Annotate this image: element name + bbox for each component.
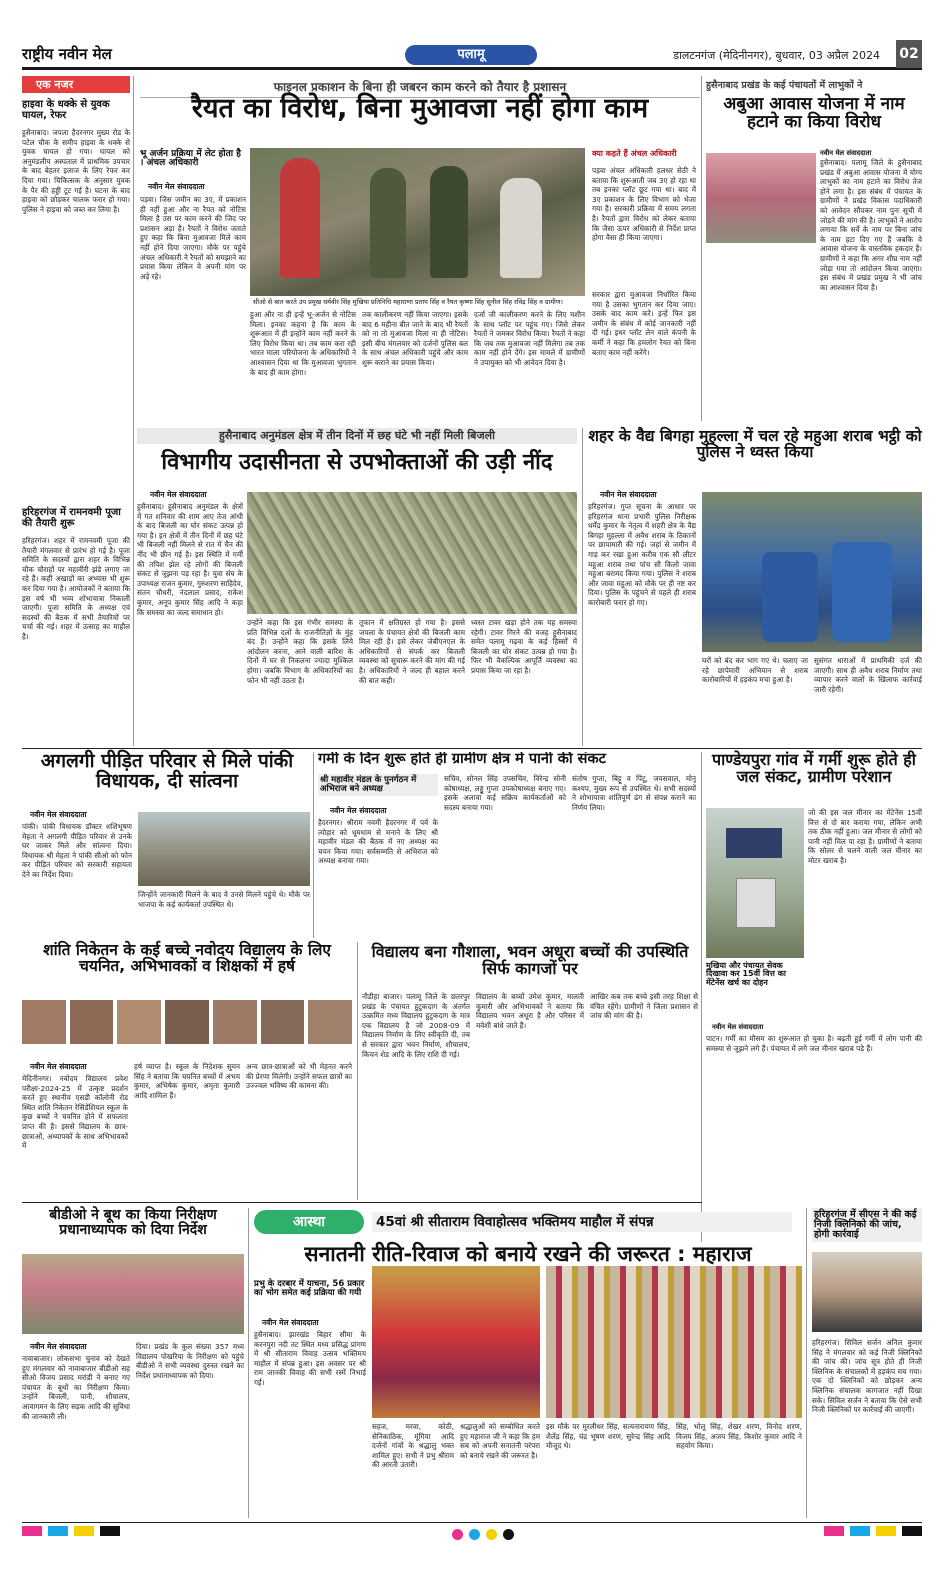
column-divider xyxy=(701,76,702,421)
color-swatch xyxy=(22,1526,42,1536)
power-body-3: तूफान में क्षतिग्रस्त हो गया है। इससे जपला के पंचायत क्षेत्रों की बिजली काम मिल रही है। इसे लेकर जेबीएनएल के अधिकारियों से संपर्क कर बिजली व्यवस्था को सुचारू करने की मांग की गई है। अधिकारियों ने जल्द ही बहाल करने की बात कही। xyxy=(359,618,465,685)
drum-shape xyxy=(762,552,818,642)
navodaya-body-3: अन्य छात्र-छात्राओं को भी मेहनत करने की प्रेरणा मिलेगी। उन्होंने सफल छात्रों का उज्ज्वल भविष्य की कामना की। xyxy=(246,1062,352,1091)
abua-body: हुसैनाबाद। पलामू जिले के हुसैनाबाद प्रखंड में अबुआ आवास योजना में योग्य लाभुकों का नाम हटाने का विरोध तेज होने लगा है। इस संबंध में पंचायत के ग्रामीणों ने प्रखंड विकास पदाधिकारी को आवेदन सौंपकर नाम पुनः सूची में जोड़ने की मांग की है। लाभुकों ने आरोप लगाया कि सर्वे के नाम पर बिना जांच के नाम हटा दिए गए हैं जबकि वे आवास योजना के वास्तविक हकदार हैं। ग्रामीणों ने कहा कि अगर शीघ्र नाम नहीं जोड़ा गया तो आंदोलन किया जाएगा। इस संबंध में प्रखंड प्रमुख ने भी जांच का आश्वासन दिया है। xyxy=(820,158,922,292)
color-swatch xyxy=(824,1526,844,1536)
page-number: 02 xyxy=(896,40,922,68)
astha-byline: नवीन मेल संवाददाता xyxy=(262,1318,319,1327)
student-photos xyxy=(22,1000,352,1044)
solar-panel-shape xyxy=(726,828,782,858)
pandeypura-headline: पाण्डेयपुरा गांव में गर्मी शुरू होते ही जल संकट, ग्रामीण परेशान xyxy=(712,750,916,786)
color-swatch xyxy=(876,1526,896,1536)
power-headline: विभागीय उदासीनता से उपभोक्ताओं की उड़ी नींद xyxy=(161,450,553,475)
astha-body-1: हुसैनाबाद। झारखंड बिहार सीमा के करनपुरा नदी तट स्थित मध्य प्रसिद्ध प्रांगण में श्री सीताराम विवाह उत्सव भक्तिमय माहौल में संपन्न हुआ। इस अवसर पर श्री राम जानकी विवाह की सभी रस्में निभाई गईं। xyxy=(254,1330,366,1387)
bdo-byline: नवीन मेल संवाददाता xyxy=(30,1342,87,1351)
section-divider xyxy=(22,1202,702,1203)
navodaya-byline: नवीन मेल संवाददाता xyxy=(30,1062,87,1071)
brief-1-body: हुसैनाबाद। जपला हैदरनगर मुख्य रोड के पटेल चौक के समीप हाइवा के धक्के से युवक घायल हो गया। घायल को अनुमंडलीय अस्पताल में प्राथमिक उपचार के बाद बेहतर इलाज के लिए रेफर कर दिया गया। चिकित्सक के अनुसार युवक के पैर की हड्डी टूट गई है। घटना के बाद हाइवा को छोड़कर चालक फरार हो गया। पुलिस ने हाइवा को जब्त कर लिया है। xyxy=(22,128,130,214)
bdo-body-1: नावाबाजार। लोकसभा चुनाव को देखते हुए मंगलवार को नावाबाजार बीडीओ सह सीओ विजय प्रसाद मरांडी ने बनाए गए पंचायत के बूथों का निरीक्षण किया। उन्होंने बिजली, पानी, शौचालय, आवागमन के लिए सड़क आदि की सुविधा की जानकारी ली। xyxy=(22,1354,130,1421)
section-divider xyxy=(22,748,922,749)
top-story-body-5: सरकार द्वारा मुआवजा निर्धारित किया गया है उसका भुगतान कर दिया जाए। उसके बाद काम करें। इन्हें फिर इस जमीन के संबंध में कोई जानकारी नहीं दी गई। इधर प्लॉट लेन वाले कंपनी के कर्मी ने कहा कि हमलोग रैयत को बिना बताए काम नहीं करेंगे। xyxy=(592,290,696,357)
pandeypura-body-2: पाटन। गर्मी का मौसम का शुरूआत हो चुका है। बढ़ती हुई गर्मी में लोग पानी की समस्या से जूझने लगे हैं। पंचायत में लगे जल मीनार खराब पड़े हैं। xyxy=(706,1034,922,1053)
water-byline: नवीन मेल संवाददाता xyxy=(330,806,387,815)
newspaper-brand: राष्ट्रीय नवीन मेल xyxy=(22,45,112,63)
mla-photo xyxy=(138,812,310,886)
navodaya-headline: शांति निकेतन के कई बच्चे नवोदय विद्यालय के लिए चयनित, अभिभावकों व शिक्षकों में हर्ष xyxy=(43,941,331,976)
section-tag: पलामू xyxy=(405,45,537,65)
masthead xyxy=(22,40,922,70)
student-photo xyxy=(165,1000,209,1044)
top-story-photo xyxy=(250,148,585,296)
water-tower-photo xyxy=(706,808,804,958)
liquor-photo xyxy=(702,492,922,652)
registration-dot xyxy=(486,1529,497,1540)
water-body-1: हैदरनगर। श्रीराम नवमी हैदरनगर में पर्व के त्योहार को धूमधाम से मनाने के लिए श्री महावीर मंडल की बैठक में नए अध्यक्ष का चयन किया गया। सर्वसम्मति से अभिराज को अध्यक्ष बनाया गया। xyxy=(318,818,438,866)
abua-kicker: हुसैनाबाद प्रखंड के कई पंचायतों में लाभुकों ने xyxy=(706,80,863,91)
column-divider xyxy=(313,752,314,938)
mla-byline: नवीन मेल संवाददाता xyxy=(30,810,87,819)
drum-shape xyxy=(832,542,892,642)
water-body-2: सचिव, सोनल सिंह उपसचिव, विरेन्द्र सोनी कोषाध्यक्ष, लड्डू गुप्ता उपकोषाध्यक्ष बनाए गए। इसके अलावा कई सक्रिय कार्यकर्ताओं को सदस्य बनाया गया। xyxy=(444,774,566,812)
student-photo xyxy=(308,1000,352,1044)
pandeypura-byline: नवीन मेल संवाददाता xyxy=(712,1023,764,1031)
liquor-body-3: सुसंगत धाराओं में प्राथमिकी दर्ज की जाएगी। साथ ही अवैध शराब निर्माण तथा व्यापार करने वालों के खिलाफ कार्रवाई जारी रहेगी। xyxy=(814,656,922,694)
abua-byline: नवीन मेल संवाददाता xyxy=(820,149,872,157)
brief-2-body: हरिहरगंज। शहर में रामनवमी पूजा की तैयारी मंगलवार से प्रारंभ हो गई है। पूजा समिति के सदस्यों द्वारा शहर के विभिन्न चौक चौराहों पर महावीरी झंडे लगाए जा रहे हैं। कहीं अखाड़ों का अभ्यास भी शुरू कर दिया गया है। आयोजकों ने बताया कि इस वर्ष भी भव्य शोभायात्रा निकाली जाएगी। पूजा समिति के अध्यक्ष एवं सदस्यों की बैठक में सभी तैयारियों पर चर्चा की गई। शहर में उत्साह का माहौल है। xyxy=(22,536,130,641)
pandeypura-caption: मुखिया और पंचायत सेवक दिखावा कर 15वीं वित्त का मेंटेनेंस खर्च का दोहन xyxy=(706,961,786,987)
power-body-2: उन्होंने कहा कि इस गंभीर समस्या के प्रति विभिन्न दलों के राजनीतिज्ञों के मुंह बंद हैं। उन्होंने कहा कि इसके लिये आंदोलन करना, आने वाली बारिश के दिनों में घर से निकलना ज्यादा मुश्किल होगा। जबकि विभाग के अधिकारियों का फोन भी नहीं उठता है। xyxy=(247,618,353,685)
astha-tag: आस्था xyxy=(254,1210,364,1234)
civil-surgeon-photo xyxy=(812,1252,922,1332)
person-figure xyxy=(370,168,406,278)
top-story-headline: रैयत का विरोध, बिना मुआवजा नहीं होगा काम xyxy=(191,93,649,124)
color-swatch xyxy=(74,1526,94,1536)
liquor-headline: शहर के वैद्य बिगहा मुहल्ला में चल रहे महुआ शराब भट्ठी को पुलिस ने ध्वस्त किया xyxy=(588,427,922,462)
student-photo xyxy=(117,1000,161,1044)
gaushala-body-2: विद्यालय के बच्चों उमेश कुमार, मालती कुमारी और अभिभावकों ने बताया कि विद्यालय भवन अधूरा है और परिसर में मवेशी बांधे जाते हैं। xyxy=(476,992,584,1030)
co-statement-title: क्या कहते हैं अंचल अधिकारी xyxy=(592,149,677,158)
color-swatch xyxy=(48,1526,68,1536)
column-divider xyxy=(248,1208,249,1518)
registration-dot xyxy=(503,1529,514,1540)
astha-photo-1 xyxy=(372,1266,540,1418)
column-divider xyxy=(133,76,134,746)
color-bars-right xyxy=(824,1526,922,1536)
gaushala-body-1: नौडीहा बाजार। पलामू जिले के छतरपुर प्रखंड के पंचायत हुटुकदाग के अंतर्गत उत्क्रमित मध्य विद्यालय हुटुकदाग के मात्र एक विद्यालय है जो 2008-09 में विद्यालय निर्माण के लिए स्वीकृति दी, तब से सरकार द्वारा भवन निर्माण, शौचालय, किचन शेड आदि के लिए राशि दी गई। xyxy=(362,992,470,1059)
top-story-body-2: हुआ और ना ही इन्हें भू-अर्जन से नोटिस मिला। इनका कहना है कि काम के शुरूआत में ही इन्होंने काम नहीं करने के लिए विरोध किया था। तब काम करा रही भारत माला परियोजना के अधिकारियों ने आश्वासन दिया था कि मुआवजा भुगतान के बाद ही काम होगा। xyxy=(250,310,356,377)
top-story-body-4: दर्जा जी कालीकरण करने के लिए मशीन के साथ प्लॉट पर पहुंच गए। जिसे लेकर रैयतों ने जमकर विरोध किया। रैयतों ने कहा कि जब तक मुआवजा नहीं मिलेगा तब तक काम नहीं होने देंगे। इस मामले में ग्रामीणों ने उपायुक्त को भी आवेदन दिया है। xyxy=(474,310,585,367)
astha-body-2: सहज, मरवा, कोठी, सेनिकाठिक, मूंगिया आदि दर्जनों गांवों के श्रद्धालु भक्त शामिल हुए। सभी ने प्रभु श्रीराम की आरती उतारी। xyxy=(372,1422,454,1470)
water-body-3: संतोष गुप्ता, बिट्टू व पिंटू, जयसवाल, मोनू कश्यप, मुख्य रूप से उपस्थित थे। सभी सदस्यों ने शोभायात्रा शांतिपूर्ण ढंग से संपन्न कराने का निर्णय लिया। xyxy=(572,774,696,812)
mla-body-1: पांकी। पांकी विधायक डॉक्टर शशिभूषण मेहता ने अगलगी पीड़ित परिवार से उनके घर जाकर मिले और सांत्वना दिया। विधायक श्री मेहता ने पांकी सीओ को फोन कर पीड़ित परिवार को सरकारी सहायता देने का निर्देश दिया। xyxy=(22,822,132,879)
student-photo xyxy=(22,1000,66,1044)
liquor-byline: नवीन मेल संवाददाता xyxy=(600,490,657,499)
clinic-headline: हरिहरगंज में सीएस ने की कई निजी क्लिनिको की जांच, होगी कार्रवाई xyxy=(812,1208,922,1242)
mla-headline: अगलगी पीड़ित परिवार से मिले पांकी विधायक, दी सांत्वना xyxy=(40,750,294,792)
pandeypura-body-1: जो की इस जल मीनार का मेंटेनेंस 15वीं वित्त से दो बार कराया गया, लेकिन अभी तक ठीक नहीं हुआ। जल मीनार से लोगों को पानी नहीं मिल पा रहा है। ग्रामीणों ने बताया कि सोलर से चलने वाली जल मीनार का मोटर खराब है। xyxy=(808,808,922,865)
top-story-subhead: भू अर्जन प्रक्रिया में लेट होता है । अंचल अधिकारी xyxy=(140,149,241,169)
abua-headline: अबुआ आवास योजना में नाम हटाने का किया विरोध xyxy=(723,94,905,132)
footer-bar xyxy=(22,1522,922,1534)
person-figure xyxy=(430,166,468,278)
color-bars-left xyxy=(22,1526,120,1536)
astha-body-5: सिंह, भोलू सिंह, शेखर शरण, विनोद शरण, विजय सिंह, अजय सिंह, किशोर कुमार आदि ने सहयोग किया। xyxy=(676,1422,802,1451)
column-divider xyxy=(701,752,702,1242)
brief-1-title: हाइवा के धक्के से युवक घायल, रेफर xyxy=(22,99,110,121)
bdo-body-2: दिया। प्रखंड के कुल संख्या 357 मध्य विद्यालय पोखरिया के निरीक्षण को पहुंचे बीडीओ ने सभी व्यवस्था दुरुस्त रखने का निर्देश प्रधानाध्यापक को दिया। xyxy=(136,1342,244,1380)
astha-kicker: 45वां श्री सीताराम विवाहोत्सव भक्तिमय माहौल में संपन्न xyxy=(372,1212,792,1232)
color-swatch xyxy=(902,1526,922,1536)
top-story-byline: नवीन मेल संवाददाता xyxy=(148,182,205,191)
top-story-body-1: पड़वा। जिस जमीन का 3ए, में प्रकाशन ही नहीं हुआ और ना रैयत को नोटिस मिला है उस पर काम करने की जिद पर प्रशासन अड़ा है। रैयतों ने विरोध जताते हुए कहा कि बिना मुआवजा मिले काम नहीं होने दिया जाएगा। मौके पर पहुंचे अंचल अधिकारी ने रैयतों को समझाने का प्रयास किया लेकिन वे अपनी मांग पर अड़े रहे। xyxy=(140,195,246,281)
astha-photo-2 xyxy=(546,1266,802,1418)
bdo-headline: बीडीओ ने बूथ का किया निरीक्षण प्रधानाध्यापक को दिया निर्देश xyxy=(49,1207,217,1238)
registration-dot xyxy=(452,1529,463,1540)
color-swatch xyxy=(100,1526,120,1536)
power-byline: नवीन मेल संवाददाता xyxy=(150,490,207,499)
mahavir-subhead: श्री महावीर मंडल के पुनर्गठन में अभिराज बने अध्यक्ष xyxy=(318,774,438,796)
top-story-kicker: फाइनल प्रकाशन के बिना ही जबरन काम करने को तैयार है प्रशासन xyxy=(140,78,700,98)
clinic-body: हरिहरगंज। सिविल सर्जन अनिल कुमार सिंह ने मंगलवार को कई निजी क्लिनिकों की जांच की। जांच सूत्र होते ही निजी क्लिनिक के संचालकों में हड़कंप मच गया। एक दो क्लिनिकों को छोड़कर अन्य क्लिनिक संचालक कागजात नहीं दिखा सके। सिविल सर्जन ने बताया कि ऐसे सभी निजी क्लिनिकों पर कार्रवाई की जाएगी। xyxy=(812,1338,922,1415)
astha-headline: सनातनी रीति-रिवाज को बनाये रखने की जरूरत : महाराज xyxy=(304,1242,752,1266)
student-photo xyxy=(261,1000,305,1044)
top-story-body-3: तक कालीकरण नहीं किया जाएगा। इसके बाद 6 महीना बीत जाने के बाद भी रैयतों को ना तो मुआवजा मिला ना ही नोटिस। इसी बीच मंगलवार को दर्जनों पुलिस बल के साथ अंचल अधिकारी पहुंचे और काम शुरू कराने का प्रयास किया। xyxy=(362,310,468,367)
bdo-photo xyxy=(22,1254,244,1334)
left-column xyxy=(22,76,130,736)
column-divider xyxy=(357,942,358,1200)
dateline: डालटनगंज (मेदिनीनगर), बुधवार, 03 अप्रैल 2024 xyxy=(673,49,880,62)
gaushala-body-3: आखिर कब तक बच्चे इसी तरह शिक्षा से वंचित रहेंगे। ग्रामीणों ने जिला प्रशासन से जांच की मांग की है। xyxy=(590,992,698,1021)
liquor-body-1: हरिहरगंज। गुप्त सूचना के आधार पर हरिहरगंज थाना प्रभारी पुलिस निरीक्षक धर्मेंद्र कुमार के नेतृत्व में शहरी क्षेत्र के वैद्य बिगहा मुहल्ला में अवैध शराब के ठिकानों पर छापामारी की गई। जहां से जमीन में गाड़ कर रखा हुआ करीब एक सौ लीटर महुआ शराब तथा पांच सौ किलो जावा महुआ बरामद किया गया। पुलिस ने शराब और जावा महुआ को मौके पर ही नष्ट कर दिया। पुलिस के पहुंचने से पहले ही शराब कारोबारी फरार हो गए। xyxy=(588,502,696,607)
tank-shape xyxy=(736,878,776,928)
power-photo xyxy=(247,492,577,614)
student-photo xyxy=(213,1000,257,1044)
power-kicker: हुसैनाबाद अनुमंडल क्षेत्र में तीन दिनों में छह घंटे भी नहीं मिली बिजली xyxy=(137,428,577,444)
mla-body-2: जिन्होंने जानकारी मिलने के बाद वे उनसे मिलने पहुंचे थे। मौके पर भाजपा के कई कार्यकर्ता उपस्थित थे। xyxy=(138,890,310,909)
navodaya-body-1: मेदिनीनगर। नवोदय विद्यालय प्रवेश परीक्षा-2024-25 में उत्कृष्ट प्रदर्शन करते हुए स्थानीय एसडी कॉलोनी रोड स्थित शांति निकेतन रेसिडेंशियल स्कूल के कुछ बच्चों ने चयनित होने में सफलता प्राप्त की है। इससे विद्यालय के छात्र-छात्राओं, अध्यापकों के साथ अभिभावकों में xyxy=(22,1074,128,1151)
navodaya-body-2: हर्ष व्याप्त है। स्कूल के निदेशक सुमन सिंह ने बताया कि चयनित बच्चों में अभय कुमार, अभिषेक कुमार, अमृता कुमारी आदि शामिल हैं। xyxy=(134,1062,240,1100)
ek-nazar-header: एक नजर xyxy=(22,76,130,93)
column-divider xyxy=(806,1208,807,1518)
water-headline: गर्मी के दिन शुरू होते ही ग्रामीण क्षेत्र में पानी की संकट xyxy=(318,752,606,767)
astha-subhead: प्रभु के दरबार में याचना, 56 प्रकार का भोग समेत कई प्रक्रिया की गयी xyxy=(254,1279,365,1298)
person-figure xyxy=(500,178,542,278)
power-body-1: हुसैनाबाद। हुसैनाबाद अनुमंडल के क्षेत्रों में गत शनिवार की शाम आए तेज आंधी के बाद बिजली का घोर संकट उत्पन्न हो गया है। इन क्षेत्रों में तीन दिनों में छह घंटे भी बिजली नहीं मिलने से रात में चैन की नींद भी छीन गई है। इस स्थिति में गर्मी की तपिश झेल रहे लोगों की बिजली संकट से जूझना पड़ रहा है। युवा संघ के उपाध्यक्ष राजन कुमार, गुरुशरण साहिदेव, संतन चौधरी, नंदलाल प्रसाद, राकेश कुमार, अनूप कुमार सिंह आदि ने कहा कि समस्या का जल्द समाधान हो। xyxy=(137,502,243,617)
color-swatch xyxy=(850,1526,870,1536)
registration-dot xyxy=(469,1529,480,1540)
liquor-body-2: घरों को बंद कर भाग गए थे। चलाए जा रहे छापेमारी अभियान से शराब कारोबारियों में हड़कंप मचा हुआ है। xyxy=(702,656,808,685)
astha-body-3: श्रद्धालुओं को सम्बोधित करते हुए महाराज जी ने कहा कि हम सब को अपनी सनातनी परंपरा को बनाये रखने की जरूरत है। xyxy=(460,1422,540,1460)
brief-2-title: हरिहरगंज में रामनवमी पूजा की तैयारी शुरू xyxy=(22,507,121,529)
column-divider xyxy=(582,428,583,746)
gaushala-headline: विद्यालय बना गौशाला, भवन अधूरा बच्चों की उपस्थिति सिर्फ कागजों पर xyxy=(371,942,689,978)
power-body-4: ध्वस्त टावर खड़ा होने तक यह समस्या रहेगी। टावर गिरने की वजह हुसैनाबाद समेत पलामू गढ़वा के कई हिस्सों में बिजली का घोर संकट उत्पन्न हो गया है। फिर भी वैकल्पिक आपूर्ति व्यवस्था का प्रयास किया जा रहा है। xyxy=(471,618,577,675)
top-story-photo-caption: सीओ से बात करते उप प्रमुख धर्मवीर सिंह मुखिया प्रतिनिधि महाराणा प्रताप सिंह व रैयत कृष्णा सिंह सुनील सिंह रविंद्र सिंह व ग्रामीण। xyxy=(250,296,585,306)
astha-body-4: इस मौके पर मुरलीधर सिंह, सत्यनारायण सिंह, शैलेंद्र सिंह, चंद्र भूषण शरण, सुरेन्द्र सिंह आदि मौजूद थे। xyxy=(546,1422,670,1451)
student-photo xyxy=(70,1000,114,1044)
person-figure xyxy=(280,158,320,278)
registration-dots xyxy=(452,1525,520,1544)
co-statement-body: पड़वा अंचल अधिकारी हलधर सेठी ने बताया कि शुरूआती जब 3ए हो रहा था तब इनका प्लॉट छूट गया था। बाद में 3ए प्रकाशन के लिए विभाग को भेजा गया है। सरकारी प्रक्रिया में समय लगता है। रैयतों द्वारा विरोध को लेकर बताया कि जैसा ऊपर अधिकारी से निर्देश प्राप्त होगा वैसा ही किया जाएगा। xyxy=(592,166,696,243)
